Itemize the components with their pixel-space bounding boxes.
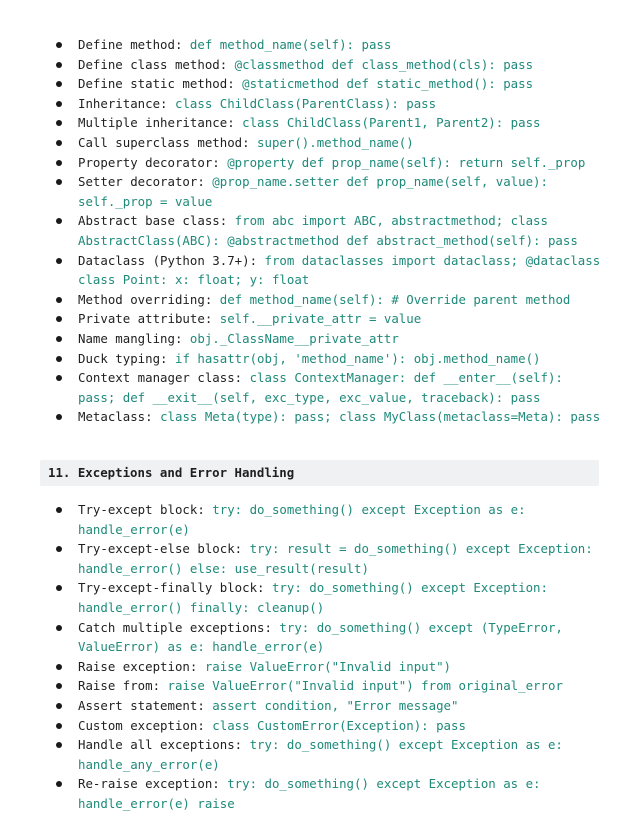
list-item: [56, 774, 604, 813]
bullet-icon: [56, 336, 62, 342]
item-label: Method overriding:: [78, 291, 220, 307]
item-code: if hasattr(obj, 'method_name'): obj.method_name(): [174, 350, 541, 366]
item-code: @property def prop_name(self): return self._prop: [227, 154, 586, 170]
list-item: [56, 113, 604, 133]
item-label: Private attribute:: [78, 311, 220, 327]
list-item: [56, 500, 604, 539]
bullet-icon: [56, 414, 62, 420]
bullet-icon: [56, 316, 62, 322]
list-item: [56, 309, 604, 329]
bullet-icon: [56, 297, 62, 303]
item-label: Property decorator:: [78, 154, 228, 170]
item-label: Abstract base class:: [78, 213, 235, 229]
item-code: obj._ClassName__private_attr: [189, 330, 399, 346]
list-item: [56, 539, 604, 578]
item-label: Try-except block:: [78, 502, 213, 517]
list-item: [56, 329, 604, 349]
item-label: Name mangling:: [78, 330, 190, 346]
item-code: assert condition, "Error message": [212, 697, 459, 713]
item-code: class ChildClass(Parent1, Parent2): pass: [242, 115, 541, 131]
item-code: try: do_something() except Exception as e: handle_any_error(e): [78, 737, 563, 772]
item-label: Handle all exceptions:: [78, 737, 250, 753]
bullet-icon: [56, 683, 62, 689]
bullet-icon: [56, 723, 62, 729]
item-label: Try-except-else block:: [78, 541, 250, 557]
item-code: try: do_something() except Exception: handle_error() finally: cleanup(): [78, 580, 548, 615]
item-label: Context manager class:: [78, 370, 250, 386]
item-code: @prop_name.setter def prop_name(self, value): self._prop = value: [78, 174, 548, 209]
list-item: [56, 578, 604, 617]
item-code: @classmethod def class_method(cls): pass: [234, 56, 534, 72]
bullet-icon: [56, 140, 62, 146]
exceptions-list: [56, 500, 604, 814]
bullet-icon: [56, 375, 62, 381]
item-label: Call superclass method:: [78, 134, 258, 150]
list-item: [56, 696, 604, 716]
list-item: [56, 735, 604, 774]
list-item: [56, 290, 604, 310]
list-item: [56, 153, 604, 173]
list-item: [56, 172, 604, 211]
bullet-icon: [56, 81, 62, 87]
item-code: def method_name(self): # Override parent method: [219, 291, 571, 307]
item-code: raise ValueError("Invalid input") from original_error: [167, 678, 563, 694]
list-item: [56, 407, 604, 427]
list-item: [56, 94, 604, 114]
list-item: [56, 349, 604, 369]
item-label: Dataclass (Python 3.7+):: [78, 252, 265, 268]
item-label: Define class method:: [78, 56, 235, 72]
list-item: [56, 74, 604, 94]
item-code: try: do_something() except Exception as e: handle_error(e): [78, 502, 526, 537]
item-code: class Meta(type): pass; class MyClass(metaclass=Meta): pass: [160, 409, 601, 425]
item-code: super().method_name(): [257, 134, 414, 150]
item-label: Setter decorator:: [78, 174, 213, 190]
bullet-icon: [56, 585, 62, 591]
item-label: Raise exception:: [78, 658, 205, 674]
list-item: [56, 676, 604, 696]
list-item: [56, 35, 604, 55]
item-code: raise ValueError("Invalid input"): [204, 658, 452, 674]
item-label: Multiple inheritance:: [78, 115, 243, 131]
bullet-icon: [56, 742, 62, 748]
bullet-icon: [56, 42, 62, 48]
bullet-icon: [56, 62, 62, 68]
item-label: Re-raise exception:: [78, 776, 228, 792]
item-code: try: do_something() except (TypeError, ValueError) as e: handle_error(e): [78, 619, 563, 655]
bullet-icon: [56, 120, 62, 126]
bullet-icon: [56, 258, 62, 264]
section-header: [40, 460, 599, 486]
bullet-icon: [56, 664, 62, 670]
bullet-icon: [56, 160, 62, 166]
list-item: [56, 716, 604, 736]
list-item: [56, 55, 604, 75]
item-label: Define static method:: [78, 76, 243, 92]
bullet-icon: [56, 507, 62, 513]
item-label: Try-except-finally block:: [78, 580, 272, 596]
item-code: from abc import ABC, abstractmethod; class AbstractClass(ABC): @abstractmethod def abstract_method(self): pass: [78, 213, 578, 248]
oop-list: [56, 35, 604, 427]
item-label: Duck typing:: [78, 350, 175, 366]
item-code: @staticmethod def static_method(): pass: [242, 76, 534, 92]
bullet-icon: [56, 179, 62, 185]
list-item: [56, 618, 604, 657]
item-label: Inheritance:: [78, 95, 175, 111]
bullet-icon: [56, 218, 62, 224]
bullet-icon: [56, 101, 62, 107]
item-code: try: do_something() except Exception as e: handle_error(e) raise: [78, 776, 541, 811]
bullet-icon: [56, 356, 62, 362]
list-item: [56, 211, 604, 250]
item-label: Define method:: [78, 37, 190, 52]
bullet-icon: [56, 546, 62, 552]
item-code: from dataclasses import dataclass; @dataclass class Point: x: float; y: float: [78, 252, 601, 288]
item-code: class ContextManager: def __enter__(self): pass; def __exit__(self, exc_type, exc_value, traceback): pass: [78, 370, 563, 405]
bullet-icon: [56, 625, 62, 631]
list-item: [56, 251, 604, 290]
item-label: Custom exception:: [78, 717, 213, 733]
section-title: 11. Exceptions and Error Handling: [48, 465, 295, 480]
item-label: Catch multiple exceptions:: [78, 619, 280, 635]
item-label: Raise from:: [78, 678, 168, 694]
bullet-icon: [56, 703, 62, 709]
item-code: self.__private_attr = value: [219, 311, 422, 327]
item-label: Assert statement:: [78, 697, 213, 713]
item-label: Metaclass:: [78, 409, 161, 425]
item-code: def method_name(self): pass: [189, 37, 392, 52]
item-code: class ChildClass(ParentClass): pass: [174, 95, 437, 111]
item-code: try: result = do_something() except Exception: handle_error() else: use_result(result): [78, 541, 593, 576]
list-item: [56, 368, 604, 407]
bullet-icon: [56, 781, 62, 787]
list-item: [56, 133, 604, 153]
list-item: [56, 657, 604, 677]
item-code: class CustomError(Exception): pass: [212, 717, 466, 733]
